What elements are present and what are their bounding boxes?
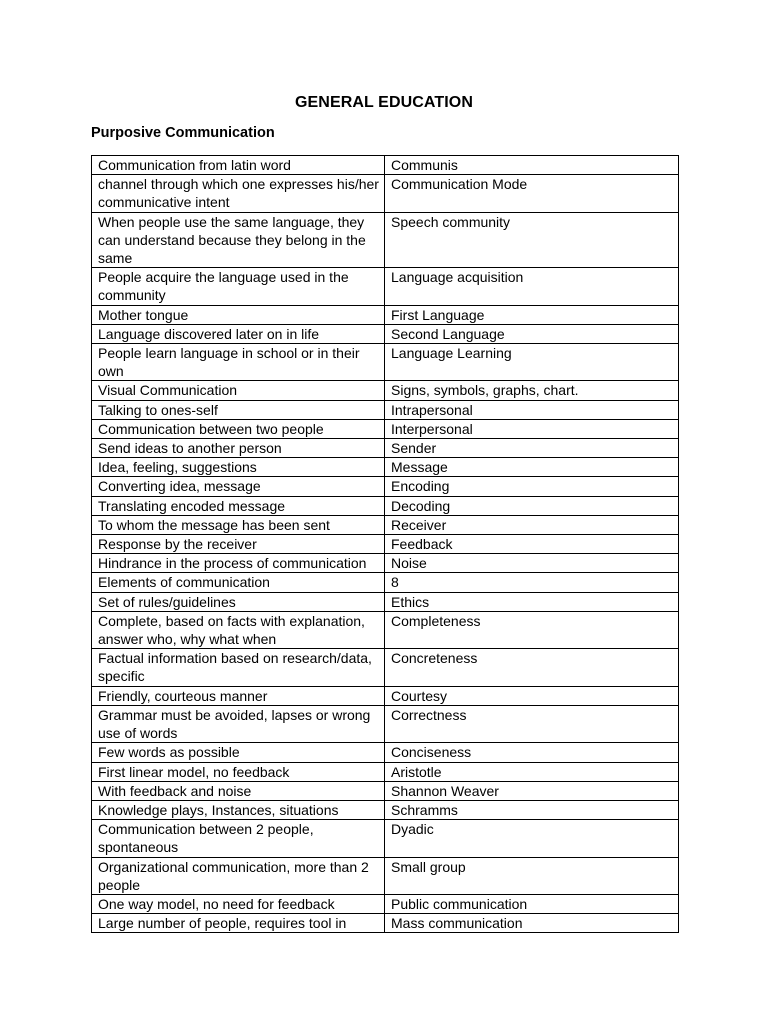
table-row xyxy=(92,705,679,742)
table-row xyxy=(92,894,679,913)
table-row xyxy=(92,762,679,781)
terms-table-body xyxy=(92,156,679,933)
term-answer-cell: Feedback xyxy=(385,535,679,554)
section-subtitle: Purposive Communication xyxy=(91,125,275,141)
table-row xyxy=(92,914,679,933)
term-description-cell: When people use the same language, they can understand because they belong in the same xyxy=(92,212,385,268)
term-answer-cell: 8 xyxy=(385,573,679,592)
table-row xyxy=(92,554,679,573)
table-row xyxy=(92,381,679,400)
term-answer-cell: Mass communication xyxy=(385,914,679,933)
term-description-cell: Translating encoded message xyxy=(92,496,385,515)
term-answer-cell: Schramms xyxy=(385,800,679,819)
term-answer-cell: Shannon Weaver xyxy=(385,781,679,800)
term-answer-cell: Small group xyxy=(385,857,679,894)
term-description-cell: People acquire the language used in the community xyxy=(92,268,385,305)
table-row xyxy=(92,419,679,438)
term-description-cell: channel through which one expresses his/her communicative intent xyxy=(92,175,385,212)
term-description-cell: Converting idea, message xyxy=(92,477,385,496)
term-answer-cell: Intrapersonal xyxy=(385,400,679,419)
table-row xyxy=(92,611,679,648)
table-row xyxy=(92,268,679,305)
term-answer-cell: Second Language xyxy=(385,324,679,343)
term-answer-cell: Message xyxy=(385,458,679,477)
table-row xyxy=(92,515,679,534)
term-description-cell: Elements of communication xyxy=(92,573,385,592)
term-description-cell: Grammar must be avoided, lapses or wrong use of words xyxy=(92,705,385,742)
table-row xyxy=(92,344,679,381)
term-answer-cell: Ethics xyxy=(385,592,679,611)
term-description-cell: Organizational communication, more than 2 people xyxy=(92,857,385,894)
term-answer-cell: Conciseness xyxy=(385,743,679,762)
table-row xyxy=(92,592,679,611)
term-description-cell: Communication from latin word xyxy=(92,156,385,175)
table-row xyxy=(92,305,679,324)
table-row xyxy=(92,857,679,894)
table-row xyxy=(92,496,679,515)
table-row xyxy=(92,800,679,819)
term-answer-cell: Interpersonal xyxy=(385,419,679,438)
term-description-cell: One way model, no need for feedback xyxy=(92,894,385,913)
term-answer-cell: Dyadic xyxy=(385,820,679,857)
table-row xyxy=(92,477,679,496)
term-answer-cell: Receiver xyxy=(385,515,679,534)
term-description-cell: Hindrance in the process of communication xyxy=(92,554,385,573)
term-description-cell: Communication between two people xyxy=(92,419,385,438)
term-answer-cell: Decoding xyxy=(385,496,679,515)
term-description-cell: Set of rules/guidelines xyxy=(92,592,385,611)
term-answer-cell: Public communication xyxy=(385,894,679,913)
term-description-cell: Large number of people, requires tool in xyxy=(92,914,385,933)
term-description-cell: Talking to ones-self xyxy=(92,400,385,419)
table-row xyxy=(92,400,679,419)
term-answer-cell: First Language xyxy=(385,305,679,324)
table-row xyxy=(92,820,679,857)
term-answer-cell: Completeness xyxy=(385,611,679,648)
term-answer-cell: Language Learning xyxy=(385,344,679,381)
term-answer-cell: Courtesy xyxy=(385,686,679,705)
term-description-cell: Friendly, courteous manner xyxy=(92,686,385,705)
table-row xyxy=(92,324,679,343)
term-answer-cell: Language acquisition xyxy=(385,268,679,305)
term-description-cell: Complete, based on facts with explanation, answer who, why what when xyxy=(92,611,385,648)
term-description-cell: Knowledge plays, Instances, situations xyxy=(92,800,385,819)
term-answer-cell: Aristotle xyxy=(385,762,679,781)
term-description-cell: Response by the receiver xyxy=(92,535,385,554)
term-description-cell: Factual information based on research/data, specific xyxy=(92,649,385,686)
term-description-cell: Few words as possible xyxy=(92,743,385,762)
term-answer-cell: Encoding xyxy=(385,477,679,496)
term-answer-cell: Noise xyxy=(385,554,679,573)
term-description-cell: To whom the message has been sent xyxy=(92,515,385,534)
table-row xyxy=(92,212,679,268)
term-description-cell: Mother tongue xyxy=(92,305,385,324)
table-row xyxy=(92,781,679,800)
term-answer-cell: Speech community xyxy=(385,212,679,268)
terms-table xyxy=(91,155,679,933)
term-description-cell: Send ideas to another person xyxy=(92,439,385,458)
term-description-cell: Communication between 2 people, spontaneous xyxy=(92,820,385,857)
term-answer-cell: Signs, symbols, graphs, chart. xyxy=(385,381,679,400)
table-row xyxy=(92,535,679,554)
term-description-cell: First linear model, no feedback xyxy=(92,762,385,781)
term-description-cell: With feedback and noise xyxy=(92,781,385,800)
term-description-cell: People learn language in school or in their own xyxy=(92,344,385,381)
table-row xyxy=(92,649,679,686)
term-description-cell: Language discovered later on in life xyxy=(92,324,385,343)
table-row xyxy=(92,439,679,458)
table-row xyxy=(92,156,679,175)
term-answer-cell: Correctness xyxy=(385,705,679,742)
table-row xyxy=(92,686,679,705)
term-description-cell: Visual Communication xyxy=(92,381,385,400)
table-row xyxy=(92,175,679,212)
table-row xyxy=(92,458,679,477)
page-title: GENERAL EDUCATION xyxy=(294,94,473,111)
table-row xyxy=(92,573,679,592)
term-answer-cell: Communication Mode xyxy=(385,175,679,212)
term-answer-cell: Communis xyxy=(385,156,679,175)
term-answer-cell: Concreteness xyxy=(385,649,679,686)
table-row xyxy=(92,743,679,762)
term-description-cell: Idea, feeling, suggestions xyxy=(92,458,385,477)
term-answer-cell: Sender xyxy=(385,439,679,458)
